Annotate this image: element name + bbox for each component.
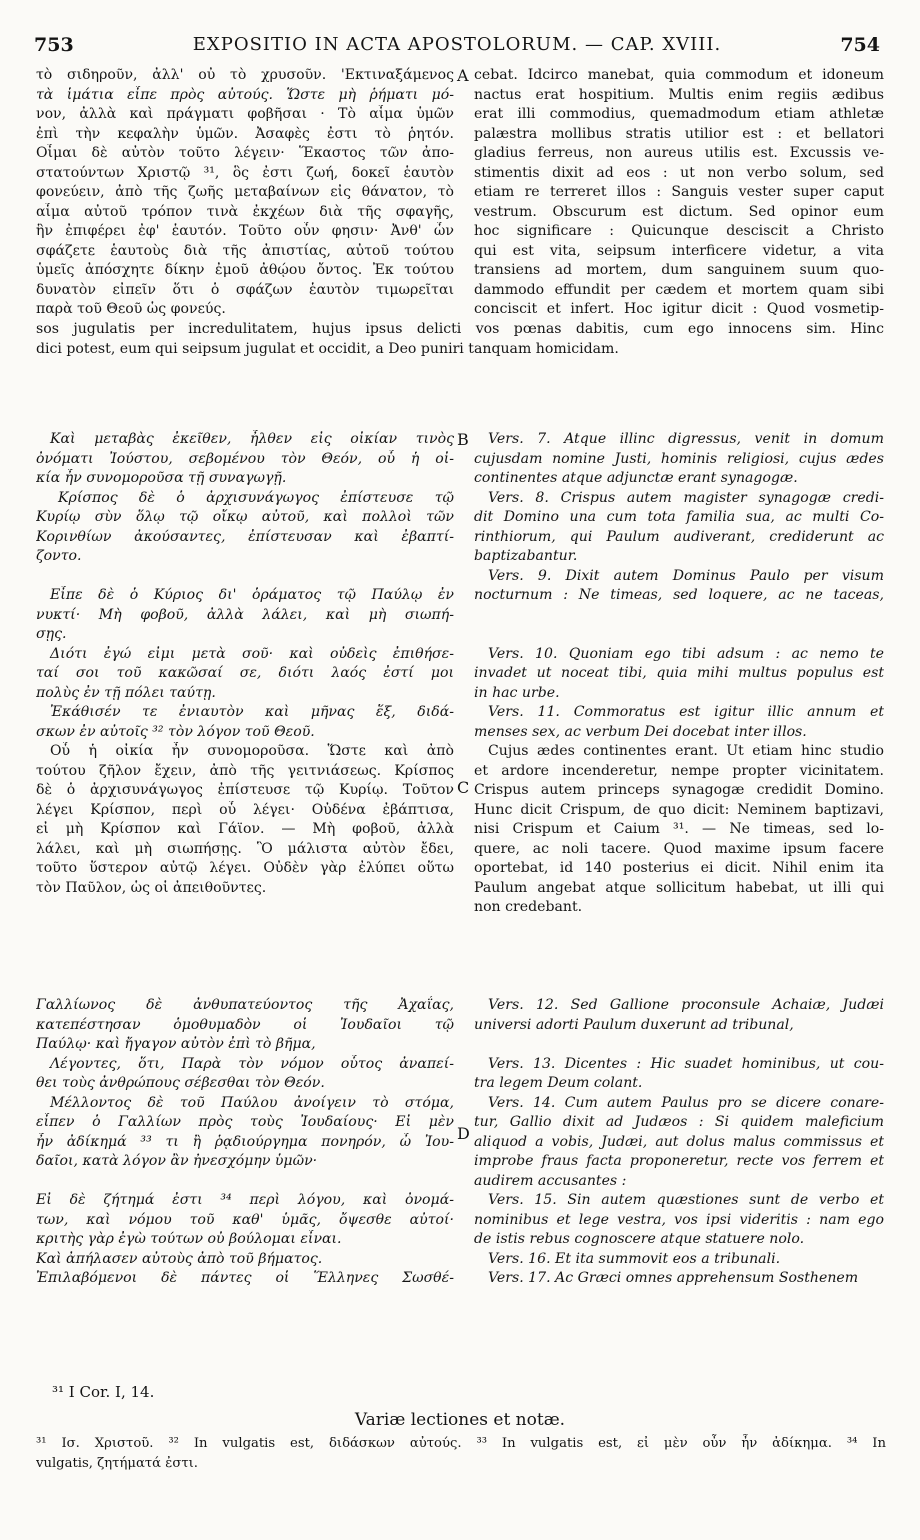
text-line: Vers. 12. Sed Gallione proconsule Achaiæ, Judæi bbox=[488, 997, 884, 1013]
section-letter-b: B bbox=[457, 430, 469, 449]
full-width-line: dici potest, eum qui seipsum jugulat et occidit, a Deo puniri tanquam homicidam. bbox=[36, 340, 619, 357]
text-line: ὑμεῖς ἀπόσχητε δίκην ἐμοῦ ἀθῴου ὄντος. Ἐκ τούτου bbox=[36, 262, 454, 278]
text-line: Cujus ædes continentes erant. Ut etiam hinc studio bbox=[488, 743, 884, 759]
text-line: Οὗ ἡ οἰκία ἦν συνομοροῦσα. Ὥστε καὶ ἀπὸ bbox=[50, 743, 454, 759]
text-line: menses sex, ac verbum Dei docebat inter illos. bbox=[474, 723, 807, 740]
text-line: Εἶπε δὲ ὁ Κύριος δι' ὁράματος τῷ Παύλῳ ἐν bbox=[50, 587, 454, 603]
section-letter-c: C bbox=[457, 778, 470, 797]
text-line: Οἶμαι δὲ αὐτὸν τοῦτο λέγειν· Ἕκαστος τῶν ἀπο- bbox=[36, 145, 454, 161]
text-line: στατούντων Χριστῷ ³¹, ὃς ἐστι ζωή, δοκεῖ ἑαυτὸν bbox=[36, 164, 454, 181]
text-line: Hunc dicit Crispum, de quo dicit: Neminem baptizavi, bbox=[474, 801, 884, 818]
text-line: τὰ ἱμάτια εἶπε πρὸς αὐτούς. Ὥστε μὴ ῥήματι μό- bbox=[36, 86, 454, 103]
text-line: Καὶ ἀπήλασεν αὐτοὺς ἀπὸ τοῦ βήματος. bbox=[36, 1250, 323, 1267]
text-line: et ardore incenderetur, nempe propter vicinitatem. bbox=[474, 762, 884, 779]
text-line: ταί σοι τοῦ κακῶσαί σε, διότι λαός ἐστί μοι bbox=[36, 665, 454, 681]
text-line: palæstra mollibus stratis utilior est : et bellatori bbox=[474, 125, 884, 142]
text-line bbox=[474, 606, 884, 626]
text-line: transiens ad mortem, dum sanguinem suum quo- bbox=[474, 262, 884, 278]
page-number-left: 753 bbox=[34, 34, 74, 56]
variae-lectiones-title: Variæ lectiones et notæ. bbox=[354, 1410, 566, 1430]
text-line bbox=[474, 1035, 884, 1055]
text-line: σῃς. bbox=[36, 626, 67, 642]
text-line: dit Domino una cum tota familia sua, ac multi Co- bbox=[474, 509, 884, 525]
text-line: τούτου ζῆλον ἔχειν, ἀπὸ τῆς γειτνιάσεως. Κρίσπος bbox=[36, 762, 454, 779]
text-line: vestrum. Obscurum est dictum. Sed opinor eum bbox=[474, 203, 884, 220]
text-line: σκων ἐν αὐτοῖς ³² τὸν λόγον τοῦ Θεοῦ. bbox=[36, 723, 315, 740]
text-line: νον, ἀλλὰ καὶ πράγματι φοβῆσαι · Τὸ αἷμα ὑμῶν bbox=[36, 106, 454, 122]
text-line: erat illi commodius, quemadmodum etiam athletæ bbox=[474, 106, 884, 122]
text-line: τὸ σιδηροῦν, ἀλλ' οὐ τὸ χρυσοῦν. 'Εκτιναξάμενος bbox=[36, 67, 454, 83]
text-line: in hac urbe. bbox=[474, 684, 560, 701]
text-line: δὲ ὁ ἀρχισυνάγωγος ἐπίστευσε τῷ Κυρίῳ. Τοῦτον bbox=[36, 782, 454, 798]
text-line: dammodo effundit per cædem et mortem quam sibi bbox=[474, 281, 884, 298]
text-line: Vers. 13. Dicentes : Hic suadet hominibus, ut cou- bbox=[488, 1055, 884, 1072]
greek-verses-column-b bbox=[36, 430, 454, 898]
text-line: stimentis dixit ad eos : ut non verbo solum, sed bbox=[474, 164, 884, 181]
full-width-text bbox=[36, 320, 884, 359]
text-line: cebat. Idcirco manebat, quia commodum et idoneum bbox=[474, 67, 884, 83]
text-line: nocturnum : Ne timeas, sed loquere, ac ne taceas, bbox=[474, 587, 884, 603]
text-line: non credebant. bbox=[474, 899, 583, 915]
text-line: κριτὴς γὰρ ἐγὼ τούτων οὐ βούλομαι εἶναι. bbox=[36, 1231, 342, 1247]
text-line: Γαλλίωνος δὲ ἀνθυπατεύοντος τῆς Ἀχαΐας, bbox=[36, 997, 454, 1013]
text-line: Κορινθίων ἀκούσαντες, ἐπίστευσαν καὶ ἐβαπτί- bbox=[36, 528, 454, 545]
text-line: Διότι ἐγώ εἰμι μετὰ σοῦ· καὶ οὐδεὶς ἐπιθήσε- bbox=[50, 645, 454, 662]
text-line: λάλει, καὶ μὴ σιωπήσῃς. Ὃ μάλιστα αὐτὸν ἔδει, bbox=[36, 840, 454, 857]
text-line: audirem accusantes : bbox=[474, 1172, 627, 1189]
text-line: de istis rebus cognoscere atque statuere nolo. bbox=[474, 1231, 805, 1247]
text-line: εἰ μὴ Κρίσπον καὶ Γάϊον. — Μὴ φοβοῦ, ἀλλὰ bbox=[36, 821, 454, 837]
text-line bbox=[474, 625, 884, 645]
text-line: νυκτί· Μὴ φοβοῦ, ἀλλὰ λάλει, καὶ μὴ σιωπή- bbox=[36, 606, 454, 623]
text-line: κατεπέστησαν ὁμοθυμαδὸν οἱ Ἰουδαῖοι τῷ bbox=[36, 1016, 454, 1033]
text-line: πολὺς ἐν τῇ πόλει ταύτῃ. bbox=[36, 684, 216, 701]
text-line: nisi Crispum et Caium ³¹. — Ne timeas, sed lo- bbox=[474, 821, 884, 837]
section-letter-d: D bbox=[457, 1124, 470, 1143]
text-line: Crispus autem princeps synagogæ credidit Domino. bbox=[474, 782, 884, 798]
variae-lectiones bbox=[36, 1434, 886, 1473]
text-line: hoc significare : Quicunque desciscit a Christo bbox=[474, 223, 884, 239]
text-line: φονεύειν, ἀπὸ τῆς ζωῆς μεταβαίνων εἰς θάνατον, τὸ bbox=[36, 184, 454, 200]
text-line: qui est vita, seipsum interficere videtur, a vita bbox=[474, 242, 884, 259]
text-line: Vers. 16. Et ita summovit eos a tribunali. bbox=[488, 1250, 781, 1267]
text-line: τοῦτο ὕστερον αὐτῷ λέγει. Οὐδὲν γὰρ ἐλύπει οὕτω bbox=[36, 860, 454, 876]
text-line: τὸν Παῦλον, ὡς οἱ ἀπειθοῦντες. bbox=[36, 879, 267, 896]
text-line: Vers. 9. Dixit autem Dominus Paulo per visum bbox=[488, 567, 884, 584]
text-line: invadet ut noceat tibi, quia mihi multus populus est bbox=[474, 665, 884, 681]
text-line: Vers. 17. Ac Græci omnes apprehensum Sosthenem bbox=[488, 1270, 859, 1286]
text-line: gladius ferreus, non aureus utilis est. Excussis ve- bbox=[474, 145, 884, 161]
text-line: rinthiorum, qui Paulum audiverant, crediderunt ac bbox=[474, 528, 884, 545]
text-line: baptizabantur. bbox=[474, 548, 578, 564]
text-line: Vers. 15. Sin autem quæstiones sunt de verbo et bbox=[488, 1192, 884, 1208]
text-line bbox=[36, 567, 454, 587]
text-line: Vers. 7. Atque illinc digressus, venit in domum bbox=[488, 431, 884, 447]
text-line: universi adorti Paulum duxerunt ad tribunal, bbox=[474, 1016, 794, 1033]
greek-verses-column-d bbox=[36, 996, 454, 1289]
text-line: ὀνόματι Ἰούστου, σεβομένου τὸν Θεόν, οὗ ἡ οἰ- bbox=[36, 450, 454, 467]
text-line: δυνατὸν εἰπεῖν ὅτι ὁ σφάζων ἑαυτὸν τιμωρεῖται bbox=[36, 281, 454, 298]
text-line: Vers. 14. Cum autem Paulus pro se dicere conare- bbox=[488, 1094, 884, 1111]
text-line: Ἐκάθισέν τε ἐνιαυτὸν καὶ μῆνας ἕξ, διδά- bbox=[50, 704, 454, 720]
text-line: εἶπεν ὁ Γαλλίων πρὸς τοὺς Ἰουδαίους· Εἰ μὲν bbox=[36, 1114, 454, 1130]
text-line: improbe fraus facta proponeretur, recte vos ferrem et bbox=[474, 1153, 884, 1169]
text-line: των, καὶ νόμου τοῦ καθ' ὑμᾶς, ὄψεσθε αὐτοί· bbox=[36, 1211, 454, 1228]
text-line: tur, Gallio dixit ad Judæos : Si quidem maleficium bbox=[474, 1114, 884, 1130]
text-line: Κυρίῳ σὺν ὅλῳ τῷ οἴκῳ αὐτοῦ, καὶ πολλοὶ τῶν bbox=[36, 509, 454, 525]
full-width-line: sos jugulatis per incredulitatem, hujus ipsus delicti vos pœnas dabitis, cum ego innocens sim. Hinc bbox=[36, 321, 884, 337]
text-line: etiam re terreret illos : Sanguis vester super caput bbox=[474, 184, 884, 200]
variae-line: ³¹ Ισ. Χριστοῦ. ³² In vulgatis est, διδάσκων αὐτούς. ³³ In vulgatis est, εἰ μὲν οὖν ἦν ἀδίκημα. ³⁴ In bbox=[36, 1436, 886, 1451]
greek-commentary-column-a bbox=[36, 66, 454, 320]
text-line: κία ἦν συνομοροῦσα τῇ συναγωγῇ. bbox=[36, 470, 287, 486]
text-line: Εἰ δὲ ζήτημά ἐστι ³⁴ περὶ λόγου, καὶ ὀνομά- bbox=[36, 1192, 454, 1208]
text-line: cujusdam nomine Justi, hominis religiosi, cujus ædes bbox=[474, 450, 884, 467]
text-line: nominibus et lege vestra, vos ipsi videritis : nam ego bbox=[474, 1211, 884, 1228]
text-line: ζοντο. bbox=[36, 548, 82, 564]
text-line: δαῖοι, κατὰ λόγον ἂν ἠνεσχόμην ὑμῶν· bbox=[36, 1153, 318, 1169]
text-line: oportebat, id 140 posterius ei dicit. Nihil enim ita bbox=[474, 860, 884, 876]
text-line: λέγει Κρίσπον, περὶ οὗ λέγει· Οὐδένα ἐβάπτισα, bbox=[36, 801, 454, 818]
text-line: Vers. 11. Commoratus est igitur illic annum et bbox=[488, 704, 884, 720]
page-number-right: 754 bbox=[840, 34, 880, 56]
footnote: ³¹ I Cor. I, 14. bbox=[52, 1383, 155, 1401]
text-line: nactus erat hospitium. Multis enim regiis ædibus bbox=[474, 86, 884, 103]
running-header bbox=[34, 34, 880, 62]
latin-verses-column-d bbox=[474, 996, 884, 1289]
text-line: σφάζετε ἑαυτοὺς διὰ τῆς ἀπιστίας, αὐτοῦ τούτου bbox=[36, 242, 454, 259]
text-line: Παύλῳ· καὶ ἤγαγον αὐτὸν ἐπὶ τὸ βῆμα, bbox=[36, 1036, 316, 1052]
text-line bbox=[36, 1172, 454, 1192]
latin-verses-column-b bbox=[474, 430, 884, 918]
text-line: θει τοὺς ἀνθρώπους σέβεσθαι τὸν Θεόν. bbox=[36, 1075, 325, 1091]
text-line: ἣν ἐπιφέρει ἐφ' ἑαυτόν. Τοῦτο οὖν φησιν· Ἀνθ' ὧν bbox=[36, 223, 454, 239]
latin-commentary-column-a bbox=[474, 66, 884, 320]
text-line: Vers. 10. Quoniam ego tibi adsum : ac nemo te bbox=[488, 645, 884, 662]
section-letter-a: A bbox=[457, 66, 469, 85]
text-line: ἦν ἀδίκημά ³³ τι ἢ ῥᾳδιούργημα πονηρόν, ὦ Ἰου- bbox=[36, 1133, 454, 1150]
text-line: Μέλλοντος δὲ τοῦ Παύλου ἀνοίγειν τὸ στόμα, bbox=[50, 1094, 454, 1111]
text-line: αἷμα αὐτοῦ τρόπον τινὰ ἐκχέων διὰ τῆς σφαγῆς, bbox=[36, 203, 454, 220]
text-line: παρὰ τοῦ Θεοῦ ὡς φονεύς. bbox=[36, 301, 226, 317]
text-line: aliquod a vobis, Judæi, aut dolus malus commissus et bbox=[474, 1133, 884, 1150]
text-line: Ἐπιλαβόμενοι δὲ πάντες οἱ Ἕλληνες Σωσθέ- bbox=[36, 1270, 454, 1286]
text-line: Vers. 8. Crispus autem magister synagogæ credi- bbox=[488, 489, 884, 506]
text-line: Λέγοντες, ὅτι, Παρὰ τὸν νόμον οὗτος ἀναπεί- bbox=[50, 1055, 454, 1072]
text-line: ἐπὶ τὴν κεφαλὴν ὑμῶν. Ἀσαφὲς ἐστι τὸ ῥητόν. bbox=[36, 125, 454, 142]
text-line: quere, ac noli tacere. Quod maxime ipsum facere bbox=[474, 840, 884, 857]
variae-line: vulgatis, ζητήματά ἐστι. bbox=[36, 1455, 198, 1471]
running-title: EXPOSITIO IN ACTA APOSTOLORUM. — CAP. XVIII. bbox=[192, 34, 722, 55]
text-line: continentes atque adjunctæ erant synagogæ. bbox=[474, 470, 798, 486]
text-line: Κρίσπος δὲ ὁ ἀρχισυνάγωγος ἐπίστευσε τῷ bbox=[58, 489, 454, 506]
text-line: conciscit et infert. Hoc igitur dicit : Quod vosmetip- bbox=[474, 301, 884, 317]
text-line: tra legem Deum colant. bbox=[474, 1075, 643, 1091]
text-line: Paulum angebat atque sollicitum habebat, ut illi qui bbox=[474, 879, 884, 896]
text-line: Καὶ μεταβὰς ἐκεῖθεν, ἦλθεν εἰς οἰκίαν τινὸς bbox=[50, 431, 454, 447]
